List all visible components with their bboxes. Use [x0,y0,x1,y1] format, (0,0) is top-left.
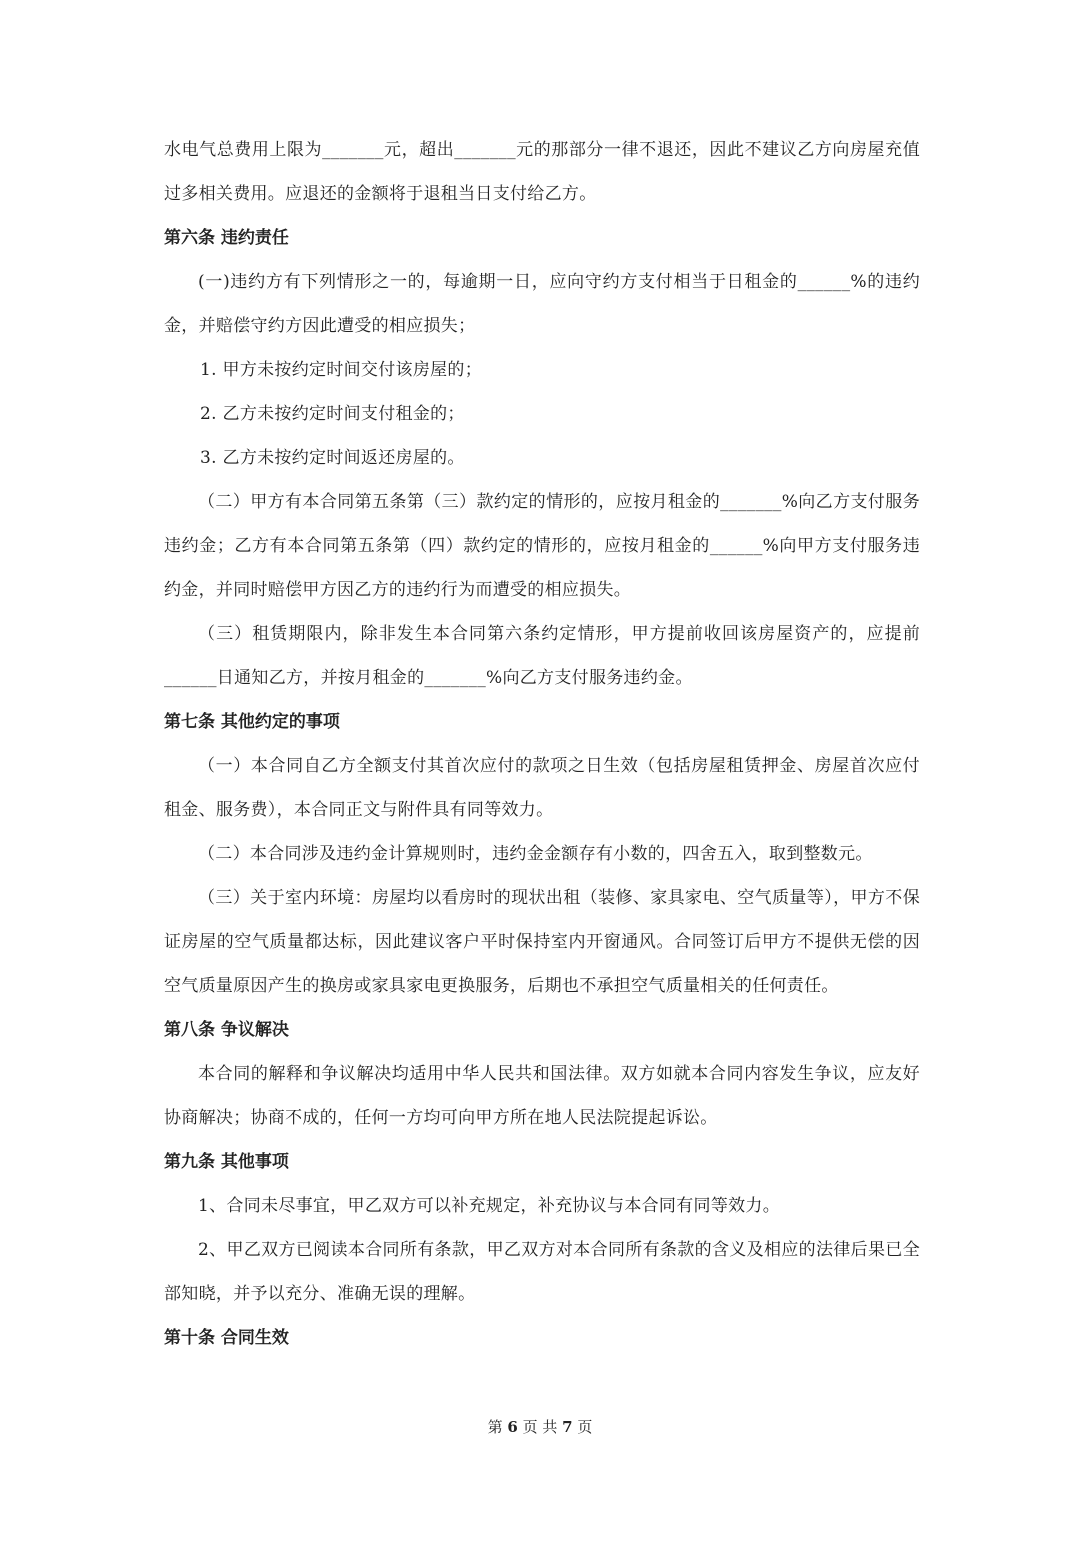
document-body [164,128,920,1360]
heading-article-7: 第七条 其他约定的事项 [164,712,340,732]
heading-article-6: 第六条 违约责任 [164,228,289,248]
paragraph-utility-cap: 水电气总费用上限为_______元，超出_______元的那部分一律不退还，因此不建议乙方向房屋充值过多相关费用。应退还的金额将于退租当日支付给乙方。 [164,140,920,204]
paragraph-7-2: （二）本合同涉及违约金计算规则时，违约金金额存有小数的，四舍五入，取到整数元。 [198,844,873,864]
heading-article-8: 第八条 争议解决 [164,1020,289,1040]
paragraph-9-1: 1、合同未尽事宜，甲乙双方可以补充规定，补充协议与本合同有同等效力。 [198,1196,781,1216]
list-item-6-1-1: 1. 甲方未按约定时间交付该房屋的； [200,360,483,380]
heading-article-9: 第九条 其他事项 [164,1152,289,1172]
heading-article-10: 第十条 合同生效 [164,1328,289,1348]
footer-total-pages: 7 [562,1418,573,1436]
paragraph-8: 本合同的解释和争议解决均适用中华人民共和国法律。双方如就本合同内容发生争议，应友好协商解决；协商不成的，任何一方均可向甲方所在地人民法院提起诉讼。 [164,1064,920,1128]
paragraph-6-2: （二）甲方有本合同第五条第（三）款约定的情形的，应按月租金的_______%向乙方支付服务违约金；乙方有本合同第五条第（四）款约定的情形的，应按月租金的______%向甲方支付服务违约金，并同时赔偿甲方因乙方的违约行为而遭受的相应损失。 [164,492,920,600]
paragraph-7-1: （一）本合同自乙方全额支付其首次应付的款项之日生效（包括房屋租赁押金、房屋首次应付租金、服务费），本合同正文与附件具有同等效力。 [164,756,920,820]
footer-current-page: 6 [507,1418,518,1436]
footer-suffix: 页 [577,1418,593,1436]
list-item-6-1-2: 2. 乙方未按约定时间支付租金的； [200,404,465,424]
paragraph-6-3: （三）租赁期限内，除非发生本合同第六条约定情形，甲方提前收回该房屋资产的，应提前______日通知乙方，并按月租金的_______%向乙方支付服务违约金。 [164,624,920,688]
footer-prefix: 第 [487,1418,503,1436]
paragraph-6-1: (一)违约方有下列情形之一的，每逾期一日，应向守约方支付相当于日租金的______%的违约金，并赔偿守约方因此遭受的相应损失； [164,272,920,336]
page-footer [0,1416,1080,1438]
footer-middle: 页 共 [522,1418,558,1436]
list-item-6-1-3: 3. 乙方未按约定时间返还房屋的。 [200,448,465,468]
paragraph-9-2: 2、甲乙双方已阅读本合同所有条款，甲乙双方对本合同所有条款的含义及相应的法律后果已全部知晓，并予以充分、准确无误的理解。 [164,1240,920,1304]
paragraph-7-3: （三）关于室内环境：房屋均以看房时的现状出租（装修、家具家电、空气质量等），甲方不保证房屋的空气质量都达标，因此建议客户平时保持室内开窗通风。合同签订后甲方不提供无偿的因空气质量原因产生的换房或家具家电更换服务，后期也不承担空气质量相关的任何责任。 [164,888,920,996]
